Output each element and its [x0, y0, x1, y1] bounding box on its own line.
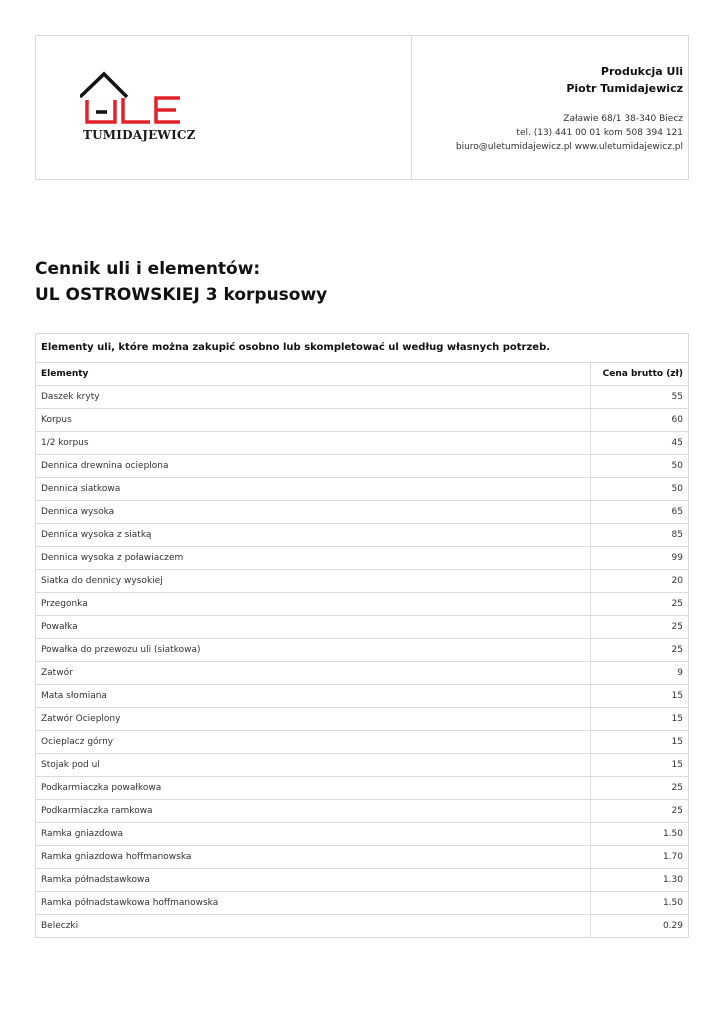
table-row: [36, 432, 688, 455]
company-name: Produkcja Uli: [600, 65, 683, 78]
column-header-elements: Elementy: [36, 363, 591, 386]
item-price: 25: [591, 800, 689, 823]
item-price: 60: [591, 409, 689, 432]
table-row: [36, 869, 688, 892]
table-row: [36, 846, 688, 869]
table-row: [36, 478, 688, 501]
item-price: 15: [591, 708, 689, 731]
item-name: Ramka gniazdowa hoffmanowska: [36, 846, 591, 869]
address-text: Załawie 68/1 38-340 Biecz: [563, 114, 683, 124]
item-name: Dennica drewnina ocieplona: [36, 455, 591, 478]
item-price: 1.70: [591, 846, 689, 869]
title-line-2: UL OSTROWSKIEJ 3 korpusowy: [35, 285, 328, 305]
table-row: [36, 915, 688, 938]
item-name: Dennica wysoka z poławiaczem: [36, 547, 591, 570]
item-name: Ramka półnadstawkowa hoffmanowska: [36, 892, 591, 915]
logo-wordmark: TUMIDAJEWICZ: [83, 128, 196, 142]
item-price: 9: [591, 662, 689, 685]
title-line-1: Cennik uli i elementów:: [35, 259, 261, 279]
item-name: Zatwór Ocieplony: [36, 708, 591, 731]
ule-logo: [80, 70, 190, 130]
item-name: Ramka gniazdowa: [36, 823, 591, 846]
item-name: 1/2 korpus: [36, 432, 591, 455]
table-body: [36, 386, 688, 938]
phone-text: tel. (13) 441 00 01 kom 508 394 121: [516, 128, 683, 138]
item-name: Powałka: [36, 616, 591, 639]
item-name: Ramka półnadstawkowa: [36, 869, 591, 892]
page-title: [35, 256, 327, 308]
item-name: Przegonka: [36, 593, 591, 616]
table-row: [36, 386, 688, 409]
item-price: 15: [591, 731, 689, 754]
item-name: Powałka do przewozu uli (siatkowa): [36, 639, 591, 662]
item-price: 65: [591, 501, 689, 524]
item-name: Mata słomiana: [36, 685, 591, 708]
item-price: 55: [591, 386, 689, 409]
logo-cell: [36, 36, 412, 179]
table-row: [36, 593, 688, 616]
table-row: [36, 800, 688, 823]
table-row: [36, 823, 688, 846]
item-name: Ocieplacz górny: [36, 731, 591, 754]
table-row: [36, 570, 688, 593]
item-price: 99: [591, 547, 689, 570]
item-name: Dennica wysoka z siatką: [36, 524, 591, 547]
item-price: 1.50: [591, 892, 689, 915]
item-price: 1.50: [591, 823, 689, 846]
table-row: [36, 409, 688, 432]
table-row: [36, 708, 688, 731]
item-price: 1.30: [591, 869, 689, 892]
item-price: 0.29: [591, 915, 689, 938]
item-name: Dennica siatkowa: [36, 478, 591, 501]
table-row: [36, 754, 688, 777]
item-name: Stojak pod ul: [36, 754, 591, 777]
table-row: [36, 639, 688, 662]
letterhead: [35, 35, 689, 180]
item-name: Siatka do dennicy wysokiej: [36, 570, 591, 593]
item-price: 20: [591, 570, 689, 593]
item-name: Dennica wysoka: [36, 501, 591, 524]
table-caption: Elementy uli, które można zakupić osobno lub skompletować ul według własnych potrzeb.: [36, 334, 688, 363]
item-price: 15: [591, 754, 689, 777]
item-name: Beleczki: [41, 921, 79, 931]
table-row: [36, 662, 688, 685]
company-info: [412, 36, 688, 179]
item-name: Korpus: [36, 409, 591, 432]
item-name: Daszek kryty: [36, 386, 591, 409]
table-row: [36, 731, 688, 754]
item-name: Zatwór: [36, 662, 591, 685]
table-row: [36, 777, 688, 800]
item-price: 50: [591, 478, 689, 501]
item-price: 25: [591, 639, 689, 662]
price-table: [35, 333, 689, 938]
item-name: Podkarmiaczka powałkowa: [36, 777, 591, 800]
table-row: [36, 524, 688, 547]
table-row: [36, 547, 688, 570]
table-row: [36, 501, 688, 524]
table-row: [36, 892, 688, 915]
item-price: 25: [591, 777, 689, 800]
item-name: Podkarmiaczka ramkowa: [36, 800, 591, 823]
item-price: 25: [591, 593, 689, 616]
item-price: 15: [591, 685, 689, 708]
item-price: 45: [591, 432, 689, 455]
column-header-price: Cena brutto (zł): [591, 363, 689, 386]
item-price: 25: [591, 616, 689, 639]
item-price: 50: [591, 455, 689, 478]
web-links[interactable]: biuro@uletumidajewicz.pl www.uletumidajewicz.pl: [455, 142, 683, 152]
item-price: 85: [591, 524, 689, 547]
table-row: [36, 685, 688, 708]
table-header-row: [36, 363, 688, 386]
table-row: [36, 616, 688, 639]
owner-name: Piotr Tumidajewicz: [566, 82, 683, 95]
table-row: [36, 455, 688, 478]
